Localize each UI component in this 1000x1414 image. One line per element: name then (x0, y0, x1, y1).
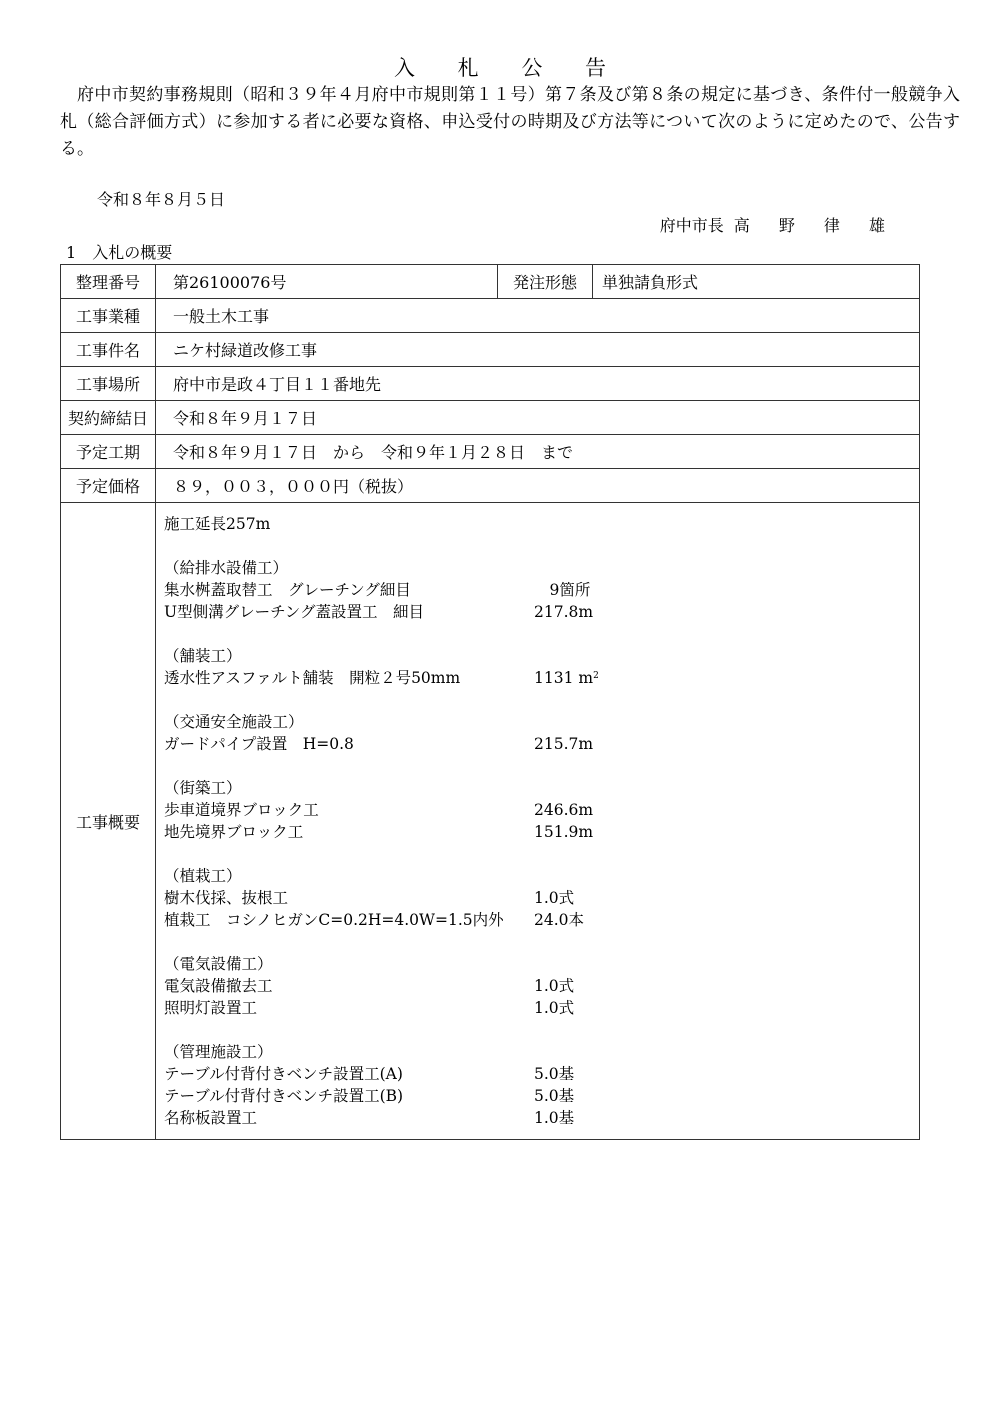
outline-group (164, 1041, 919, 1129)
signer-title: 府中市長 (659, 216, 724, 235)
notice-title: 入 札 公 告 (393, 56, 625, 80)
outline-item (164, 579, 919, 601)
signer (660, 213, 897, 236)
period-value: 令和８年９月１７日 から 令和９年１月２８日 まで (156, 435, 920, 469)
period-label: 予定工期 (61, 435, 156, 469)
outline-group-heading: （街築工） (164, 779, 242, 797)
outline-item-name: テーブル付背付きベンチ設置工(A) (164, 1065, 403, 1083)
location-label: 工事場所 (61, 367, 156, 401)
quantity-text: 1.0基 (534, 1109, 575, 1127)
project-name-label: 工事件名 (61, 333, 156, 367)
outline-item-quantity (534, 997, 574, 1019)
outline-group (164, 557, 919, 623)
outline-group-heading: （植栽工） (164, 867, 242, 885)
outline-item (164, 821, 919, 843)
outline-item-quantity (534, 1107, 574, 1129)
table-row (61, 333, 920, 367)
quantity-text: 151.9m (534, 823, 594, 841)
contract-date-value: 令和８年９月１７日 (156, 401, 920, 435)
quantity-text: 1131 m (534, 669, 594, 687)
outline-item-name: 集水桝蓋取替工 グレーチング細目 (164, 581, 411, 599)
outline-item-quantity (534, 733, 593, 755)
quantity-text: 24.0本 (534, 911, 585, 929)
ref-no-value: 第26100076号 (156, 265, 498, 299)
order-type-value: 単独請負形式 (593, 265, 920, 299)
outline-item (164, 887, 919, 909)
outline-item-name: U型側溝グレーチング蓋設置工 細目 (164, 603, 424, 621)
notice-intro: 府中市契約事務規則（昭和３９年４月府中市規則第１１号）第７条及び第８条の規定に基づき、条件付一般競争入札（総合評価方式）に参加する者に必要な資格、申込受付の時期及び方法等について次のように定めたので、公告する。 (60, 85, 960, 159)
table-row (61, 401, 920, 435)
work-outline (156, 503, 919, 1139)
outline-group-heading: （舗装工） (164, 647, 242, 665)
project-name-value: ニケ村緑道改修工事 (156, 333, 920, 367)
outline-item (164, 1107, 919, 1129)
quantity-text: 5.0基 (534, 1087, 575, 1105)
signer-name: 高 野 律 雄 (733, 216, 897, 235)
outline-item-quantity (534, 887, 574, 909)
outline-item-name: 歩車道境界ブロック工 (164, 801, 319, 819)
work-type-label: 工事業種 (61, 299, 156, 333)
outline-item-quantity (534, 975, 574, 997)
quantity-text: 5.0基 (534, 1065, 575, 1083)
outline-item-name: 照明灯設置工 (164, 999, 258, 1017)
outline-item (164, 909, 919, 931)
outline-group-heading: （電気設備工） (164, 955, 273, 973)
outline-group-heading: （給排水設備工） (164, 559, 289, 577)
outline-item-name: 電気設備撤去工 (164, 977, 273, 995)
outline-group-heading: （管理施設工） (164, 1043, 273, 1061)
outline-item (164, 667, 919, 689)
outline-item-name: テーブル付背付きベンチ設置工(B) (164, 1087, 404, 1105)
outline-item-quantity (534, 799, 593, 821)
section-number: 1 (66, 243, 77, 262)
quantity-text: 1.0式 (534, 977, 575, 995)
outline-item (164, 975, 919, 997)
summary-table (60, 264, 920, 1140)
outline-item-name: 透水性アスファルト舗装 開粒２号50mm (164, 669, 461, 687)
outline-item (164, 799, 919, 821)
work-type-value: 一般土木工事 (156, 299, 920, 333)
outline-item-name: ガードパイプ設置 H=0.8 (164, 735, 354, 753)
outline-item (164, 601, 919, 623)
outline-group (164, 953, 919, 1019)
outline-item-quantity (534, 579, 590, 601)
quantity-text: 215.7m (534, 735, 594, 753)
order-type-label: 発注形態 (498, 265, 593, 299)
table-row (61, 367, 920, 401)
outline-item-quantity (534, 1085, 574, 1107)
unit-superscript: 2 (593, 671, 599, 681)
table-row (61, 503, 920, 1140)
outline-cell (156, 503, 920, 1140)
quantity-text: 1.0式 (534, 999, 575, 1017)
outline-item (164, 1063, 919, 1085)
outline-group (164, 645, 919, 689)
outline-item-quantity (534, 821, 593, 843)
outline-item-quantity (534, 1063, 574, 1085)
outline-item (164, 733, 919, 755)
outline-group-heading: （交通安全施設工） (164, 713, 304, 731)
outline-item-name: 地先境界ブロック工 (164, 823, 304, 841)
outline-item-quantity (534, 667, 599, 689)
table-row (61, 265, 920, 299)
outline-item-name: 植栽工 コシノヒガンC=0.2H=4.0W=1.5内外 (164, 911, 504, 929)
outline-item-quantity (534, 909, 584, 931)
notice-date: 令和８年８月５日 (97, 190, 226, 209)
outline-item-quantity (534, 601, 593, 623)
outline-group (164, 777, 919, 843)
outline-group (164, 865, 919, 931)
outline-label: 工事概要 (61, 503, 156, 1140)
section-title: 入札の概要 (92, 243, 173, 262)
quantity-text: 9箇所 (534, 581, 591, 599)
outline-item-name: 名称板設置工 (164, 1109, 258, 1127)
table-row (61, 299, 920, 333)
outline-item (164, 997, 919, 1019)
construction-length: 施工延長257m (164, 515, 271, 533)
section-heading (66, 240, 172, 263)
table-row (61, 435, 920, 469)
quantity-text: 217.8m (534, 603, 594, 621)
ref-no-label: 整理番号 (61, 265, 156, 299)
price-value: ８９，００３，０００円（税抜） (156, 469, 920, 503)
outline-item (164, 1085, 919, 1107)
quantity-text: 1.0式 (534, 889, 575, 907)
location-value: 府中市是政４丁目１１番地先 (156, 367, 920, 401)
contract-date-label: 契約締結日 (61, 401, 156, 435)
outline-item-name: 樹木伐採、抜根工 (164, 889, 289, 907)
outline-group (164, 711, 919, 755)
price-label: 予定価格 (61, 469, 156, 503)
quantity-text: 246.6m (534, 801, 594, 819)
table-row (61, 469, 920, 503)
